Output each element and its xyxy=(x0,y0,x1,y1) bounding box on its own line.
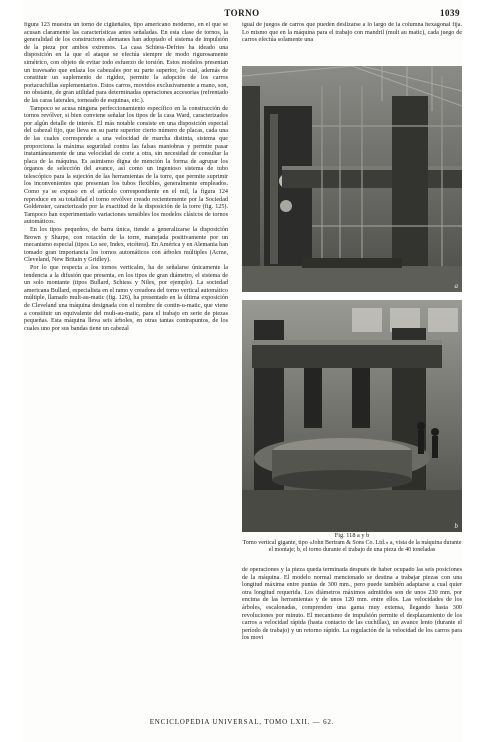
left-column xyxy=(24,22,228,710)
figure-caption: Torno vertical gigante, tipo «John Bertram & Sons Co. Ltd.» a, vista de la máquina durante el montaje; b, el torno durante el trabajo de una pieza de 40 toneladas xyxy=(242,540,462,554)
lathe-assembly-photo xyxy=(242,66,462,292)
figure-title: Fig. 118 a y b xyxy=(334,532,370,539)
page xyxy=(22,0,462,742)
figure-photo-a xyxy=(242,66,462,292)
figure-photo-b xyxy=(242,300,462,532)
page-header xyxy=(22,8,462,22)
running-title: TORNO xyxy=(224,8,260,18)
paragraph: igual de juegos de carros que pueden deslizarse a lo largo de la columna hexagonal fija. Lo mismo que en la máquina para el trabajo con mandril (mult au matic), cada juego de carros efectúa solamente una xyxy=(242,22,462,44)
figure-label-a: a xyxy=(454,282,458,290)
paragraph: figura 123 muestra un torno de cigüeñales, tipo americano moderno, en el que se acusan claramente las características antes señaladas. En esta clase de tornos, la generalidad de los constructores alemanes han adoptado el sistema de impulsión de la pieza por ambos extremos. La casa Schiess-Defries ha ideado una disposición en la que el ataque se efectúa siempre de modo rigurosamente simétrico, con objeto de evitar todo esfuerzo de torsión. Estos modelos presentan un travesaño que enlaza los cabezales por su parte superior, lo cual, además de constituir un suplemento de rigidez, permite la adopción de los carros portacuchillas suplementarios. Estos carros, movidos exclusivamente a mano, son, no obstante, de gran utilidad para determinadas operaciones accesorias (refrentado de las caras laterales, torneado de esquinas, etc.). xyxy=(24,22,228,104)
page-footer: ENCICLOPEDIA UNIVERSAL, TOMO LXII. — 62. xyxy=(149,718,335,726)
page-number: 1039 xyxy=(440,8,460,18)
right-column-top xyxy=(242,22,462,62)
paragraph: de operaciones y la pieza queda terminada después de haber ocupado las seis posiciones de la máquina. El modelo normal mencionado se destina a trabajar piezas con una longitud máxima entre puntas de 300 mm., pero puede también adaptarse a cual quier otra longitud requerida. Los diámetros máximos admitidos son de unos 230 mm. por encima de las herramientas y de unos 120 mm. entre ellos. Las velocidades de los árboles, escalonadas, comprenden una gama muy extensa, llegando hasta 300 revoluciones por minuto. El mecanismo de impulsión permite el desplazamiento de los carros a velocidad rápida (hasta contacto de las cuchillas), un avance lento (durante el período de trabajo) y un retorno rápido. La regulación de la velocidad de los carros para los movi xyxy=(242,567,462,642)
right-column-bottom xyxy=(242,567,462,710)
paragraph: Por lo que respecta a los tornos verticales, ha de señalarse únicamente la tendencia a la difusión que presenta, en los tipos de gran diámetro, el sistema de un solo montante (tipos Bullard, Schiess y Niles, por ejemplo). La sociedad americana Bullard, especialista en el ramo y creadora del torno vertical automático múltiple, llamado mult-au-matic (fig. 126), ha presentado en la última exposición de Cleveland una máquina designada con el nombre de contin-u-matic, que viene a constituir un equivalente del mult-au-matic, para el trabajo en serie de piezas pequeñas. Esta máquina lleva seis árboles, en otras tantas contrapuntos, de los cuales uno por sus bandas tiene un cabezal xyxy=(24,265,228,332)
figure-label-b: b xyxy=(454,522,458,530)
paragraph: Tampoco se acusa ninguna perfeccionamiento específico en la construcción de tornos revólver, si bien conviene señalar los tipos de la casa Ward, caracterizados por algún detalle de interés. El más notable consiste en una disposición especial del cabezal fijo, que lleva en su parte superior cierto número de placas, cada una de las cuales corresponde a una velocidad de marcha distinta, sistema que proporciona la máxima seguridad contra las falsas maniobras y permite pasar instantáneamente de una velocidad de corte a otra, sin necesidad de consultar la placa de la máquina. Es asimismo digna de mención la forma de agrupar los órganos de selección del avance, así como un ingenioso sistema de tubo telescópico para la sujeción de las herramientas de la torre, que permite suprimir los inconvenientes que presentan los tubos flexibles, generalmente empleados. Como ya se expuso en el artículo correspondiente en el mil, la figura 124 reproduce en su totalidad el torno revólver creado recientemente por la Sociedad Goldenster, caracterizado por la exactitud de la disposición de la torre (fig. 125). Tampoco han experimentado variaciones sensibles los modelos clásicos de tornos automáticos. xyxy=(24,105,228,226)
paragraph: En los tipos pequeños, de barra única, tiende a generalizarse la disposición Brown y Sharpe, con rotación de la torre, manejada positivamente por un mecanismo especial (tipos Lo see, Index, etcétera). En América y en Alemania han tomado gran importancia los tornos automáticos con árboles múltiples (Acme, Cleveland, New Britain y Gridley). xyxy=(24,227,228,264)
lathe-working-photo xyxy=(242,300,462,532)
